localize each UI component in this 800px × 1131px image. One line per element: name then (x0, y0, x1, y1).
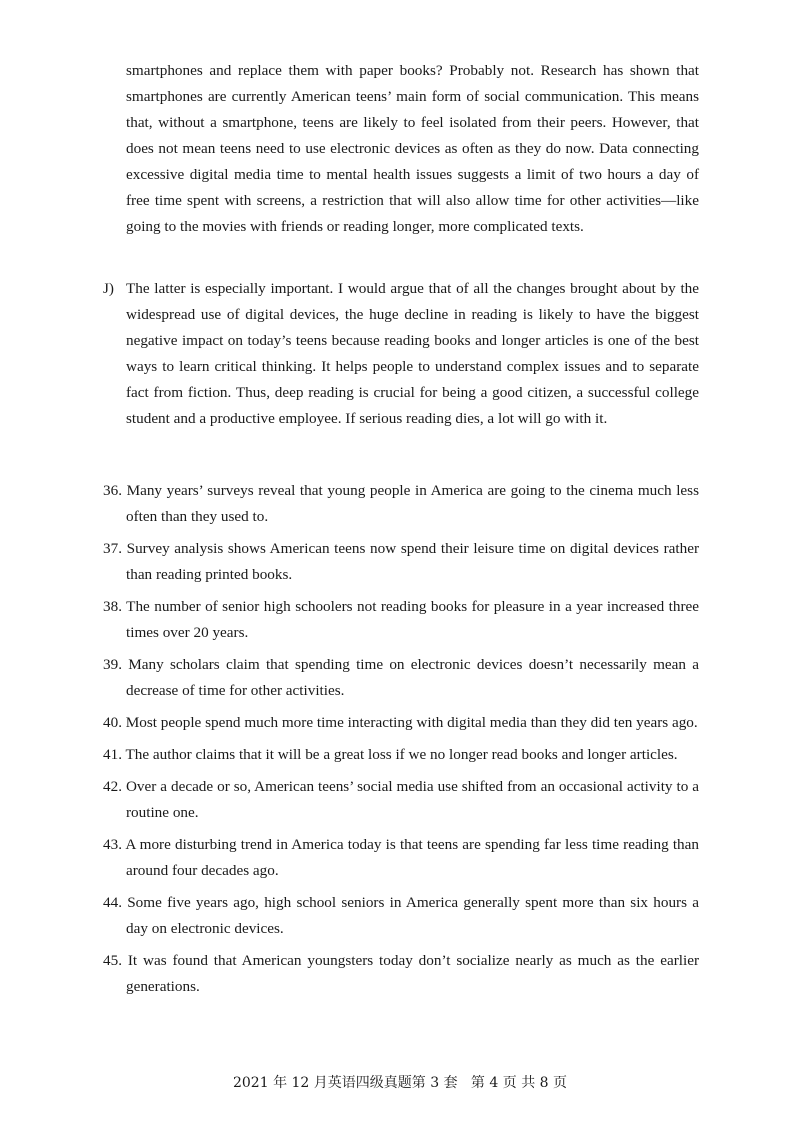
question-number: 43. (103, 836, 122, 853)
question-text: A more disturbing trend in America today is that teens are spending far less time reading than around four decades ago. (125, 836, 699, 879)
question-text: Survey analysis shows American teens now spend their leisure time on digital devices rather than reading printed books. (126, 540, 700, 583)
question-list (103, 478, 699, 1006)
question-text: The number of senior high schoolers not reading books for pleasure in a year increased three times over 20 years. (126, 598, 699, 641)
question-number: 38. (103, 598, 122, 615)
paragraph-i-continuation: smartphones and replace them with paper books? Probably not. Research has shown that smartphones are currently American teens’ main form of social communication. This means that, without a smartphone, teens are likely to feel isolated from their peers. However, that does not mean teens need to use electronic devices as often as they do now. Data connecting excessive digital media time to mental health issues suggests a limit of two hours a day of free time spent with screens, a restriction that will also allow time for other activities—like going to the movies with friends or reading longer, more complicated texts. (126, 62, 699, 235)
question-text: Over a decade or so, American teens’ social media use shifted from an occasional activity to a routine one. (125, 778, 699, 821)
question-text: Some five years ago, high school seniors in America generally spent more than six hours a day on electronic devices. (126, 894, 699, 937)
footer-text: 2021 年 12 月英语四级真题第 3 套 第 4 页 共 8 页 (232, 1075, 568, 1091)
question-number: 45. (103, 952, 122, 969)
paragraph-j-label: J) (103, 280, 114, 297)
question-text: Many scholars claim that spending time on electronic devices doesn’t necessarily mean a decrease of time for other activities. (126, 656, 700, 699)
question-item (103, 478, 699, 530)
question-item (103, 652, 699, 704)
question-number: 37. (103, 540, 122, 557)
question-item (103, 774, 699, 826)
question-number: 41. (103, 746, 122, 763)
question-number: 36. (103, 482, 122, 499)
question-number: 39. (103, 656, 122, 673)
question-text: It was found that American youngsters today don’t socialize nearly as much as the earlier generations. (126, 952, 700, 995)
question-item (103, 536, 699, 588)
question-item (103, 948, 699, 1000)
question-item (103, 710, 699, 736)
question-item (103, 832, 699, 884)
page-footer (0, 1073, 800, 1093)
question-text: The author claims that it will be a great loss if we no longer read books and longer articles. (125, 746, 678, 763)
question-item (103, 594, 699, 646)
question-number: 44. (103, 894, 122, 911)
paragraph-j-text: The latter is especially important. I would argue that of all the changes brought about by the widespread use of digital devices, the huge decline in reading is likely to have the biggest negative impact on today’s teens because reading books and longer articles is one of the best ways to learn critical thinking. It helps people to understand complex issues and to separate fact from fiction. Thus, deep reading is crucial for being a good citizen, a successful college student and a productive employee. If serious reading dies, a lot will go with it. (126, 280, 699, 427)
question-number: 40. (103, 714, 122, 731)
question-text: Most people spend much more time interacting with digital media than they did ten years ago. (125, 714, 698, 731)
question-number: 42. (103, 778, 122, 795)
question-text: Many years’ surveys reveal that young people in America are going to the cinema much less often than they used to. (126, 482, 699, 525)
question-item (103, 742, 699, 768)
question-item (103, 890, 699, 942)
